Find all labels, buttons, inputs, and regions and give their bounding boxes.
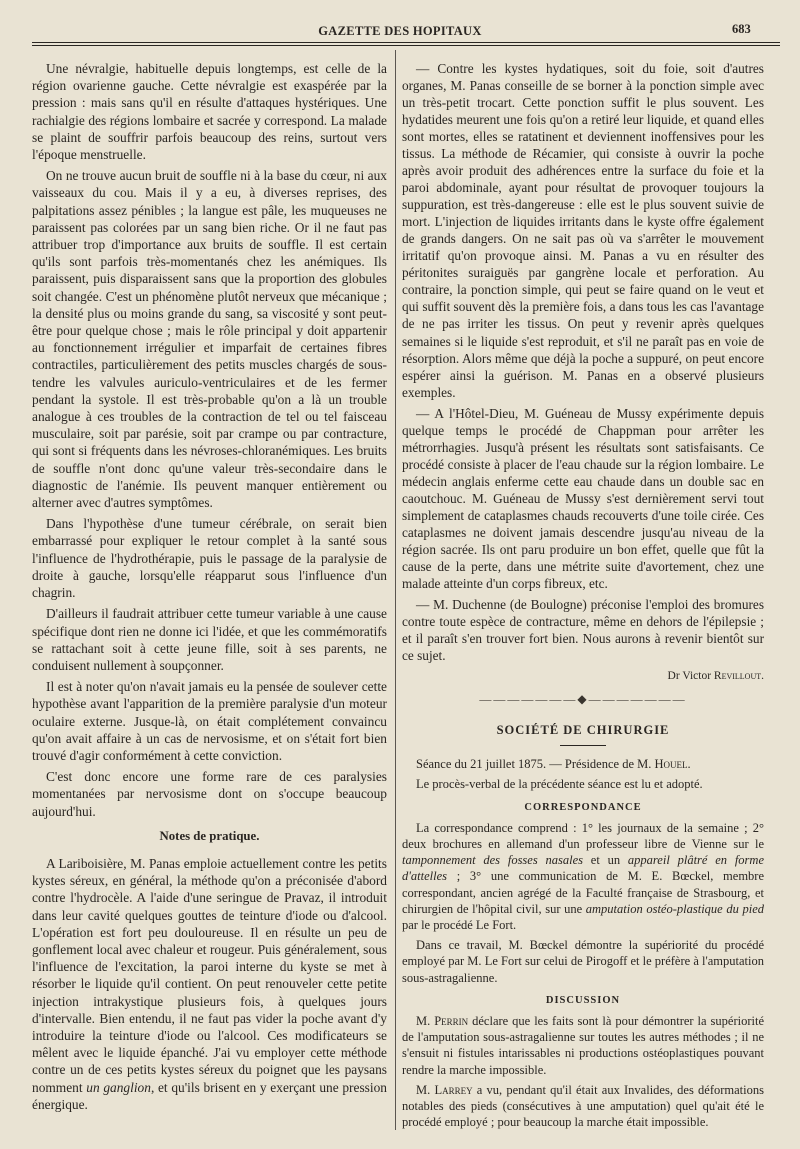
paragraph: — Contre les kystes hydatiques, soit du foie, soit d'autres organes, M. Panas conseille de se borner à la ponction simple avec un très-petit trocart. Cette ponction suffit le plus souvent. Les hydatides meurent une fois qu'on a retiré leur liquide, et quand elles sont mortes, elles se ratatinent et deviennent inoffensives pour les tissus. La méthode de Récamier, qui consiste à ouvrir la poche après avoir produit des adhérences entre la surface du foie et la paroi abdominale, ayant pour résultat de provoquer toujours la suppuration, est très-dangereuse : elle est le plus souvent suivie de mort. L'injection de liquides irritants dans le kyste offre également de grands dangers. On ne sait pas où va s'arrêter le mouvement irritatif qu'on provoque ainsi. M. Panas a vu en résulter des péritonites suraiguës par gangrène locale et perforation. Au contraire, la ponction simple, qui peut se faire quand on le veut et qui suffit souvent dès la première fois, a dans tous les cas l'avantage de ne pas irriter les tissus. On peut y revenir après quelques semaines si le liquide s'est reproduit, et s'il ne paraît pas en voie de résorption. Alors même que déjà la poche a suppuré, on peut encore espérer ainsi la guérison. M. Panas en a observé plusieurs exemples. <box>402 61 764 400</box>
paragraph: — M. Duchenne (de Boulogne) préconise l'emploi des bromures contre toute espèce de contracture, même en dehors de l'épilepsie ; et il paraît s'en trouver fort bien. Nous aurons à revenir bientôt sur ce sujet. <box>402 596 764 664</box>
paragraph: D'ailleurs il faudrait attribuer cette tumeur variable à une cause spécifique dont rien ne donne ici l'idée, et que les commémoratifs se rattachant soit à cette jeune fille, soit à ses parents, ne conduisent nullement à soupçonner. <box>32 606 387 673</box>
seance-line <box>402 756 764 772</box>
subsection-title-correspondance: CORRESPONDANCE <box>524 801 642 813</box>
text-run: par le procédé Le Fort. <box>402 917 517 932</box>
paragraph: Dans l'hypothèse d'une tumeur cérébrale, on serait bien embarrassé pour expliquer le retour complet à la santé sous l'influence de l'hydrothérapie, puis le passage de la paralysie de droite à gauche, lorsqu'elle réapparut sous l'influence d'un chagrin. <box>32 516 387 601</box>
italic-term: un ganglion <box>86 1079 151 1095</box>
signature-name: Revillout. <box>713 670 764 683</box>
proces-verbal: Le procès-verbal de la précédente séance est lu et adopté. <box>416 777 703 792</box>
paragraph <box>402 1013 764 1078</box>
speaker-name: M. Larrey <box>416 1082 473 1097</box>
paragraph: Dans ce travail, M. Bœckel démontre la supériorité du procédé employé par M. Le Fort sur celui de Pirogoff et le préfère à l'amputation sous-astragalienne. <box>402 938 764 985</box>
section-title-society: SOCIÉTÉ DE CHIRURGIE <box>496 723 670 738</box>
italic-term: appareil plâtré en forme d'attelles <box>402 853 764 884</box>
page-number: 683 <box>732 22 751 36</box>
author-signature <box>402 668 764 685</box>
header-rule <box>32 42 780 46</box>
right-column <box>402 60 764 1134</box>
paragraph <box>402 820 764 934</box>
text-run: déclare que les faits sont là pour démontrer la supériorité de l'amputation sous-astragalienne sur toutes les autres méthodes ; il ne s'ensuit ni fistules intarissables ni productions ostéoplastiques pouvant rendre la marche impossible. <box>402 1013 764 1077</box>
italic-term: amputation ostéo-plastique du pied <box>585 901 764 916</box>
section-title-notes: Notes de pratique. <box>159 828 260 843</box>
text-run: A Lariboisière, M. Panas emploie actuellement contre les petits kystes séreux, en général, la méthode qu'on a préconisée d'abord contre l'hydrocèle. A l'aide d'une seringue de Pravaz, il introduit dans leur cavité quelques gouttes de teinture d'iode ou d'alcool. L'opération est fort peu douloureuse. Il en résulte un peu de gonflement local avec chaleur et rougeur. Puis généralement, sous l'influence de l'excitation, la paroi interne du kyste se met à résorber le liquide qu'il contient. On peut renouveler cette petite injection intrakystique plusieurs fois, à quelques jours d'intervalle. Bien entendu, il ne faut pas vider la poche avant d'y introduire la teinture d'iode ou l'alcool. Ces modificateurs se mêlent avec le liquide épanché. J'ai vu employer cette méthode contre un de ces petits kystes séreux du poignet que les paysans nomment <box>32 855 387 1095</box>
paragraph: Une névralgie, habituelle depuis longtemps, est celle de la région ovarienne gauche. Cette névralgie est exaspérée par la pression : mais sans qu'il en résulte d'attaques hystériques. Une rachialgie des régions lombaire et sacrée y correspond. La malade se plaint de souffrir parfois beaucoup des reins, surtout vers l'époque menstruelle. <box>32 61 387 163</box>
page-header-title: GAZETTE DES HOPITAUX <box>318 24 482 38</box>
president-name: Houel. <box>654 757 691 772</box>
subsection-title-discussion: DISCUSSION <box>545 994 621 1006</box>
column-divider <box>395 50 396 1130</box>
paragraph: On ne trouve aucun bruit de souffle ni à la base du cœur, ni aux vaisseaux du cou. Mais il y a eu, à diverses reprises, des palpitations assez pénibles ; la langue est pâle, les muqueuses ne paraissent pas colorées par un sang bien riche. Or il ne faut pas attribuer trop d'importance aux bruits de souffle. Il est certain qu'ils sont parfois très-momentanés chez les anémiques. Ils paraissent, puis disparaissent sans que la proportion des globules soit changée. C'est un phénomène plutôt nerveux que mécanique ; la densité plus ou moins grande du sang, sa viscosité y sont peut-être pour quelque chose ; mais le rôle principal y doit appartenir au fonctionnement irrégulier et imparfait de certaines fibres contractiles, particulièrement des petits muscles chargés de sous-tendre les valvules auriculo-ventriculaires et de les fermer pendant la systole. Il est très-probable qu'on a là un trouble analogue à ces troubles de la contraction de tel ou tel faisceau musculaire, soit par parésie, soit par crampe ou par contracture, qui sont si fréquents dans les névroses-chloranémiques. Les bruits de souffle n'ont donc qu'une valeur très-secondaire dans le diagnostic de l'anémie. Ils peuvent manquer entièrement ou alterner avec d'autres symptômes. <box>32 168 387 511</box>
ornament-divider: ———————◆——————— <box>479 692 687 707</box>
paragraph: C'est donc encore une forme rare de ces paralysies momentanées par nervosisme dont on s'occupe beaucoup aujourd'hui. <box>32 769 387 819</box>
paragraph <box>32 855 387 1113</box>
text-run: , et qu'ils brisent en y exerçant une pression énergique. <box>32 1079 387 1112</box>
paragraph <box>402 1082 764 1131</box>
speaker-name: M. Perrin <box>416 1013 469 1028</box>
text-run: et un <box>583 853 628 868</box>
text-run: ; 3° une communication de M. E. Bœckel, membre correspondant, ancien agrégé de la Faculté française de Strasbourg, et chirurgien de l'hôpital civil, sur une <box>402 869 764 916</box>
text-run: a vu, pendant qu'il était aux Invalides, des déformations notables des pieds (consécutives à une amputation) quel qu'ait été le procédé employé ; pour beaucoup la marche était impossible. <box>402 1082 764 1130</box>
short-rule <box>560 745 606 746</box>
text-run: Séance du 21 juillet 1875. — Présidence de M. <box>416 757 655 772</box>
italic-term: tamponnement des fosses nasales <box>402 853 583 868</box>
text-run: La correspondance comprend : 1° les journaux de la semaine ; 2° deux brochures en allemand d'un professeur libre de Vienne sur le <box>402 820 764 851</box>
paragraph: Il est à noter qu'on n'avait jamais eu la pensée de soulever cette hypothèse avant l'apparition de la première paralysie d'un moteur oculaire externe. Jusque-là, on était complétement convaincu qu'on avait affaire à un cas de nervosisme, et on s'était fort bien trouvé d'agir conformément à cette conviction. <box>32 679 387 763</box>
left-column <box>32 60 387 1117</box>
signature-prefix: Dr Victor <box>667 670 714 683</box>
paragraph: — A l'Hôtel-Dieu, M. Guéneau de Mussy expérimente depuis quelque temps le procédé de Chappman pour arrêter les métrorrhagies. Jusqu'à présent les résultats sont satisfaisants. Ce procédé consiste à placer de l'eau chaude sur la région lombaire. Le médecin anglais enferme cette eau chaude dans un double sac en caoutchouc. M. Guéneau de Mussy s'est dernièrement servi tout simplement de cataplasmes chauds recouverts d'une toile cirée. Ces cataplasmes ne doivent jamais descendre jusqu'au niveau de la région sacrée. Ils ont paru produire un bon effet, quelle que fût la cause de la perte, dans une métrite suite d'avortement, chez une malade atteinte d'un corps fibreux, etc. <box>402 405 764 591</box>
